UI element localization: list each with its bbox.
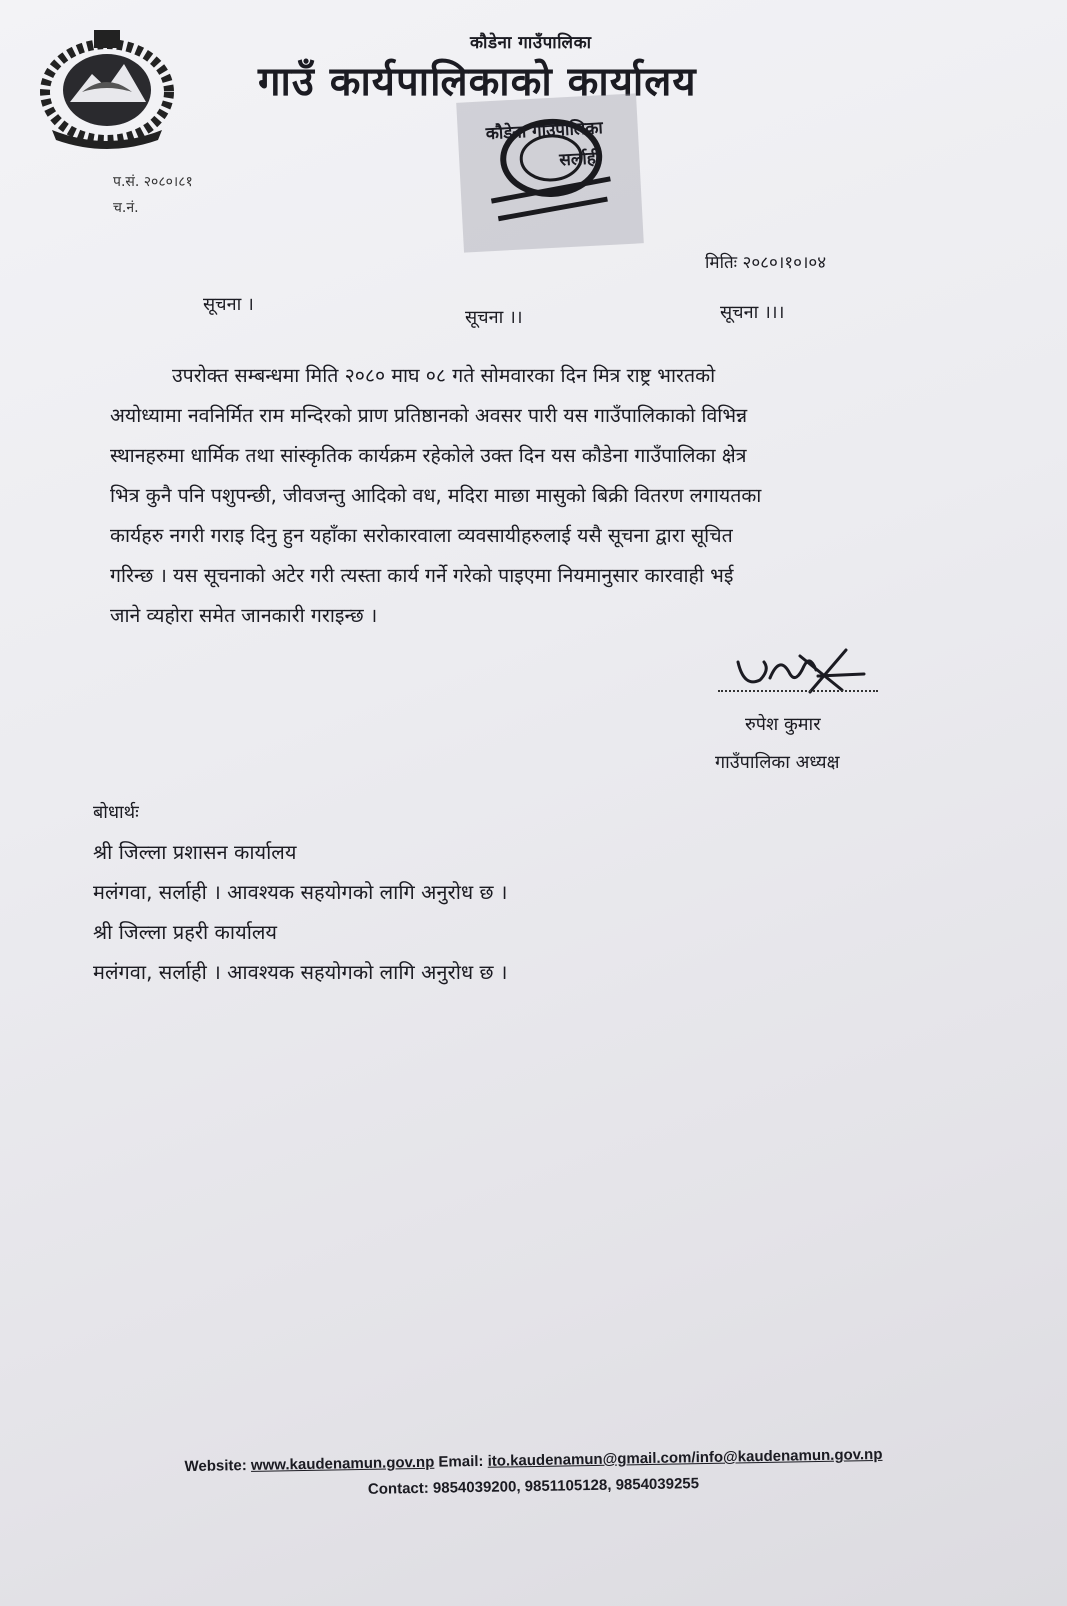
reference-number: प.सं. २०८०।८१ [113, 174, 193, 190]
cc-line: मलंगवा, सर्लाही । आवश्यक सहयोगको लागि अनुरोध छ । [93, 960, 508, 984]
website-label: Website: [184, 1457, 247, 1476]
body-line: कार्यहरु नगरी गराइ दिनु हुन यहाँका सरोकारवाला व्यवसायीहरुलाई यसै सूचना द्वारा सूचित [110, 524, 733, 547]
body-line: उपरोक्त सम्बन्धमा मिति २०८० माघ ०८ गते सोमवारका दिन मित्र राष्ट्र भारतको [172, 364, 716, 387]
email-label: Email: [438, 1452, 484, 1471]
email-link[interactable]: ito.kaudenamun@gmail.com/info@kaudenamun.gov.np [487, 1445, 883, 1470]
notice-label-2: सूचना ।। [465, 307, 523, 328]
official-stamp [456, 93, 644, 252]
notice-label-3: सूचना ।।। [720, 302, 785, 323]
body-line: जाने व्यहोरा समेत जानकारी गराइन्छ । [110, 604, 378, 627]
signature-line [718, 690, 878, 692]
signatory-title: गाउँपालिका अध्यक्ष [715, 752, 840, 773]
contact-numbers: 9854039200, 9851105128, 9854039255 [432, 1475, 700, 1497]
dispatch-number: च.नं. [113, 200, 139, 216]
stamp-text-1: कौडेना गाउँपालिका [485, 118, 604, 145]
notice-body [110, 356, 945, 636]
contact-label: Contact: [367, 1479, 429, 1498]
municipality-name: कौडेना गाउँपालिका [470, 33, 592, 53]
body-line: भित्र कुनै पनि पशुपन्छी, जीवजन्तु आदिको वध, मदिरा माछा मासुको बिक्री वितरण लगायतका [110, 484, 762, 507]
cc-heading: बोधार्थः [93, 802, 139, 823]
stamp-text-2: सर्लाही [558, 148, 601, 171]
notice-label-1: सूचना । [203, 294, 254, 315]
signatory-name: रुपेश कुमार [745, 714, 821, 735]
body-line: अयोध्यामा नवनिर्मित राम मन्दिरको प्राण प्रतिष्ठानको अवसर पारी यस गाउँपालिकाको विभिन्न [110, 404, 748, 427]
body-line: गरिन्छ । यस सूचनाको अटेर गरी त्यस्ता कार्य गर्ने गरेको पाइएमा नियमानुसार कारवाही भई [110, 564, 734, 587]
cc-line: श्री जिल्ला प्रहरी कार्यालय [93, 920, 278, 944]
body-line: स्थानहरुमा धार्मिक तथा सांस्कृतिक कार्यक्रम रहेकोले उक्त दिन यस कौडेना गाउँपालिका क्षेत्र [110, 444, 747, 467]
cc-line: श्री जिल्ला प्रशासन कार्यालय [93, 840, 297, 864]
office-title: गाउँ कार्यपालिकाको कार्यालय [258, 59, 697, 105]
cc-line: मलंगवा, सर्लाही । आवश्यक सहयोगको लागि अनुरोध छ । [93, 880, 508, 904]
website-link[interactable]: www.kaudenamun.gov.np [250, 1453, 435, 1474]
letter-date: मितिः २०८०।१०।०४ [705, 253, 827, 273]
nepal-emblem-icon [32, 22, 182, 152]
